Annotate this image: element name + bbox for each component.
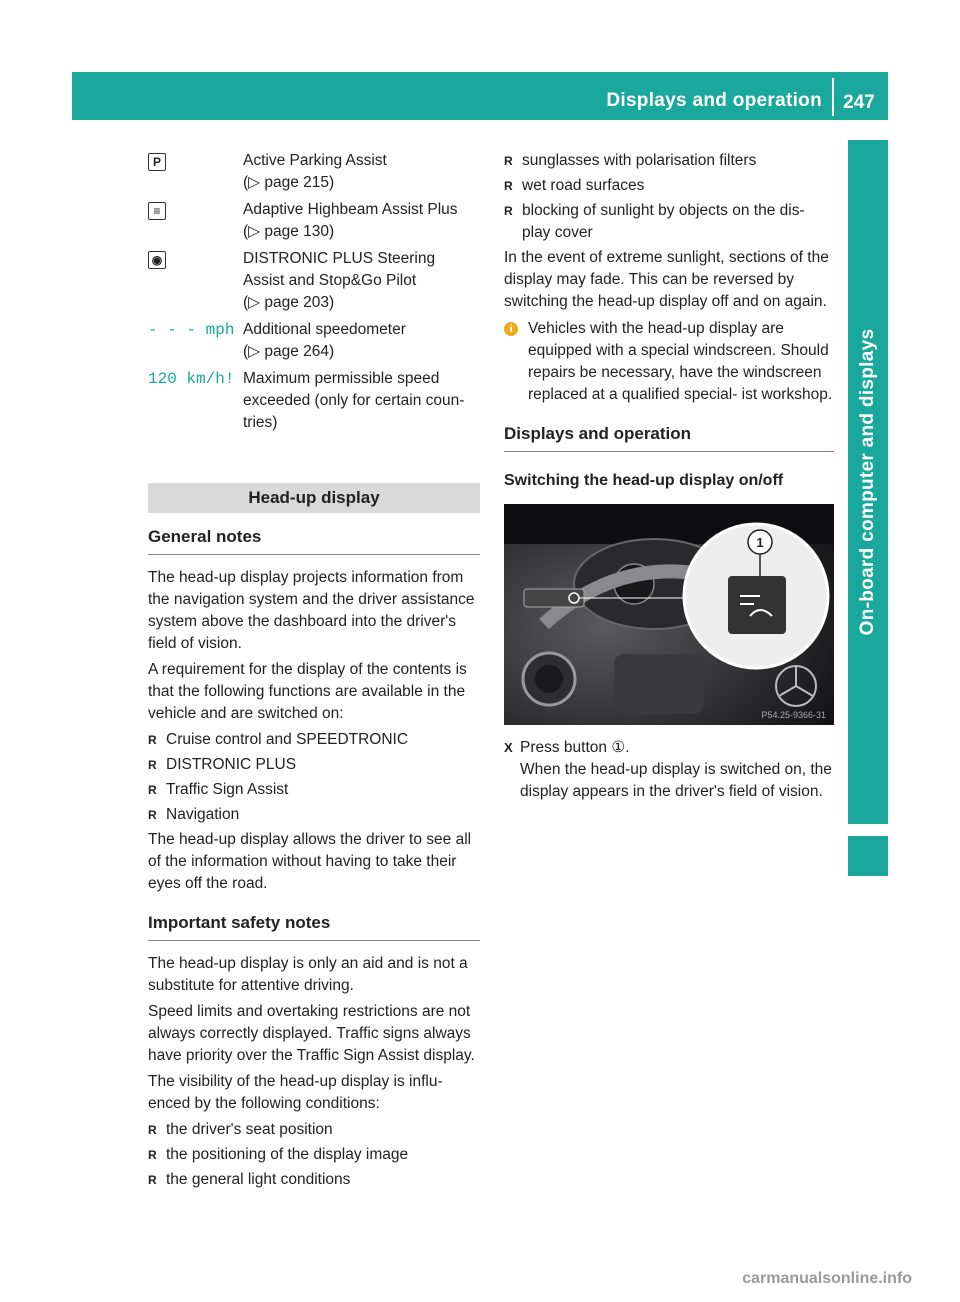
list-item: R DISTRONIC PLUS bbox=[148, 756, 297, 773]
symbol-row bbox=[148, 150, 480, 194]
paragraph: A requirement for the display of the contents is that the following functions are available in the vehicle and are switched on: bbox=[148, 661, 467, 722]
symbol-desc: Adaptive Highbeam Assist Plus bbox=[243, 201, 458, 218]
list-item: R blocking of sunlight by objects on the dis- play cover bbox=[504, 202, 805, 241]
page-number: 247 bbox=[843, 92, 875, 113]
list-item: R the driver's seat position bbox=[148, 1121, 333, 1138]
cockpit-figure bbox=[504, 504, 834, 725]
steering-icon: ◉ bbox=[148, 251, 166, 269]
parking-icon: P bbox=[148, 153, 166, 171]
step-ref: ① bbox=[611, 739, 626, 756]
page-ref-link[interactable]: (▷ page 215) bbox=[243, 174, 335, 191]
page-ref-link[interactable]: (▷ page 264) bbox=[243, 343, 335, 360]
cockpit-illustration bbox=[504, 504, 834, 725]
header-title: Displays and operation bbox=[606, 90, 822, 111]
section-title: Head-up display bbox=[148, 483, 480, 513]
symbol-desc: Active Parking Assist bbox=[243, 152, 387, 169]
list-item: R the general light conditions bbox=[148, 1171, 351, 1188]
symbol-row bbox=[148, 248, 480, 314]
symbol-row bbox=[148, 368, 480, 434]
instruction-step: X Press button ①. When the head-up display is switched on, the display appears in the driver's field of vision. bbox=[504, 739, 832, 800]
symbol-desc: Maximum permissible speed bbox=[243, 370, 440, 387]
list-item: R wet road surfaces bbox=[504, 177, 645, 194]
symbol-row bbox=[148, 199, 480, 243]
callout-number: 1 bbox=[756, 535, 764, 550]
side-tab-marker bbox=[848, 836, 888, 876]
info-note bbox=[504, 318, 834, 406]
right-column bbox=[504, 150, 834, 803]
speed-exceeded-readout: 120 km/h! bbox=[148, 370, 235, 388]
paragraph: The head-up display projects information from the navigation system and the driver assistance system above the dashboard into the driver's field of vision. bbox=[148, 569, 475, 652]
footer-watermark: carmanualsonline.info bbox=[742, 1270, 912, 1287]
header-divider bbox=[832, 78, 834, 116]
figure-label: P54.25-9366-31 bbox=[761, 710, 826, 720]
list-item: R Cruise control and SPEEDTRONIC bbox=[148, 731, 409, 748]
step-result: When the head-up display is switched on, the display appears in the driver's field of vision. bbox=[520, 761, 832, 800]
list-item: R Navigation bbox=[148, 806, 240, 823]
symbol-desc: exceeded (only for certain coun- bbox=[243, 392, 465, 409]
side-tab-label: On-board computer and displays bbox=[857, 328, 878, 636]
paragraph: The head-up display allows the driver to see all of the information without having to take their eyes off the road. bbox=[148, 831, 472, 892]
step-suffix: . bbox=[625, 739, 630, 756]
hud-button bbox=[728, 576, 786, 634]
paragraph: The visibility of the head-up display is influ- enced by the following conditions: bbox=[148, 1073, 443, 1112]
list-item: R Traffic Sign Assist bbox=[148, 781, 289, 798]
list-item: R sunglasses with polarisation filters bbox=[504, 152, 757, 169]
symbol-desc: Additional speedometer bbox=[243, 321, 406, 338]
info-text: Vehicles with the head-up display are equipped with a special windscreen. Should repairs be necessary, have the windscreen replaced at a qualified special- ist workshop. bbox=[528, 320, 833, 403]
switch-panel bbox=[524, 589, 584, 607]
wheel-hub bbox=[614, 654, 704, 714]
symbol-desc: DISTRONIC PLUS Steering bbox=[243, 250, 436, 267]
general-notes-heading: General notes bbox=[148, 525, 480, 555]
operation-heading: Displays and operation bbox=[504, 422, 834, 452]
symbol-desc: Assist and Stop&Go Pilot bbox=[243, 272, 417, 289]
operation-subheading: Switching the head-up display on/off bbox=[504, 472, 784, 489]
highbeam-icon: ≡ bbox=[148, 202, 166, 220]
list-item: R the positioning of the display image bbox=[148, 1146, 409, 1163]
page-ref-link[interactable]: (▷ page 130) bbox=[243, 223, 335, 240]
paragraph: In the event of extreme sunlight, sections of the display may fade. This can be reversed by switching the head-up display off and on again. bbox=[504, 249, 829, 310]
step-text: Press button bbox=[520, 739, 612, 756]
page-ref-link[interactable]: (▷ page 203) bbox=[243, 294, 335, 311]
paragraph: Speed limits and overtaking restrictions are not always correctly displayed. Traffic signs always have priority over the Traffic Sign Assist display. bbox=[148, 1003, 475, 1064]
left-column bbox=[148, 150, 480, 1194]
symbol-desc: tries) bbox=[243, 414, 278, 431]
safety-heading: Important safety notes bbox=[148, 911, 480, 941]
paragraph: The head-up display is only an aid and is not a substitute for attentive driving. bbox=[148, 955, 468, 994]
info-icon: i bbox=[504, 322, 518, 336]
air-vent-center bbox=[535, 665, 563, 693]
speedometer-readout: - - - mph bbox=[148, 321, 235, 339]
symbol-row bbox=[148, 319, 480, 363]
